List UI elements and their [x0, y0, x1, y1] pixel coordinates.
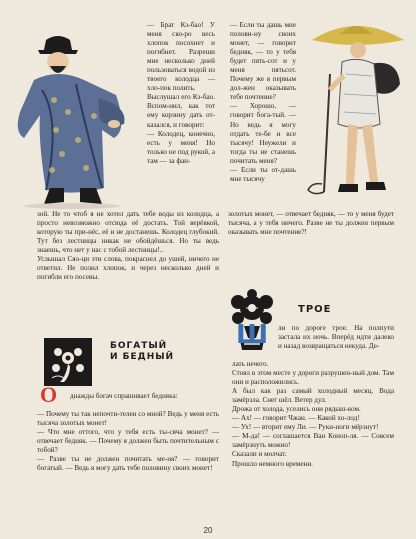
story3-first: ли по дороге трое. На полпути застала их ночь. Вперёд идти далеко и назад возвращаться некуда. Де- [278, 324, 394, 351]
story2-title: БОГАТЫЙ И БЕДНЫЙ [110, 341, 175, 362]
story2-body: — Почему ты так непочти-телен со мной? Ведь у меня есть тысяча золотых монет! — Что мне оттого, что у тебя есть ты-сяча монет? — отвечает бедняк. — Почему я должен быть почтительным с тобой? — Разве ты не должен почитать ме-ня? — говорит богатый. — Ведь я могу дать тебе половину своих монет! [37, 410, 219, 473]
story1-column-2: — Если ты дашь мне полови-ну своих монет, — говорит бедняк, — то у тебя будет пять-сот и у меня пятьсот. Почему же я первым дол-жен оказывать тебе почтение? — Хорошо, — говорит бога-тый. — Но ведь я могу отдать те-бе и все тысячу! Неужели и тогда ты не станешь почитать меня? — Если ты от-дашь мне тысячу [230, 21, 296, 183]
story2-continuation: золотых монет, — отвечает бедняк, — то у меня будет тысяча, а у тебя ничего. Разве не ты должен первым оказывать мне почтение?! [228, 210, 394, 237]
page-number: 20 [203, 526, 213, 535]
story1-column-1: — Брат Кэ-бао! У меня ско-ро весь хлопок посохнет и погибнет. Разреши мне несколько дней пользоваться водой из твоего колодца — хло-пок полить. Выслушал его Кэ-бао. Вспом-нил, как тот ему корзину дать от-казался, и говорит: — Колодец, конечно, есть у меня! Но только не под рукой, а там — за фан- [147, 21, 215, 165]
story3-title: ТРОЕ [298, 304, 332, 315]
story1-body-full: зой. Не то чтоб я не хотел дать тебе воды из колодца, а просто невозможно отсюда её достать. Той верёвкой, которую ты при-нёс, её и не достанешь. Колодец глубокий. Тут без лестницы никак не обойдёшься. Но ты ведь знаешь, что нет у нас с тобой лестницы!.. Услышал Сяо-ци эти слова, покраснел до ушей, ничего не ответил. Не полил хлопок, и через несколько дней и погибли его посевы. [37, 210, 219, 282]
peasant-illustration [300, 14, 412, 204]
story2-first-line: днажды богач спрашивает бедняка: [70, 392, 178, 400]
drop-cap-sh: Ш [236, 320, 269, 350]
official-illustration [6, 20, 141, 210]
story3-body: лать нечего. Стоял в этом месте у дороги разрушен-ный дом. Там они и расположились. А был как раз самый холодный месяц. Вода замёрзла. Снег шёл. Ветер дул. Дрожа от холода, уселись они рядыш-ком. — Ах! — говорит Чжан. — Какой хо-лод! — Ух! — вторит ему Ли. — Руки-ноги мёрзнут! — М-да! — соглашается Ван Коноп-ля. — Совсем замёрзнуть можно! Сказали и молчат. Прошло немного времени. [232, 360, 394, 468]
floral-ornament-left [44, 338, 92, 386]
drop-cap-o: О [40, 382, 58, 407]
